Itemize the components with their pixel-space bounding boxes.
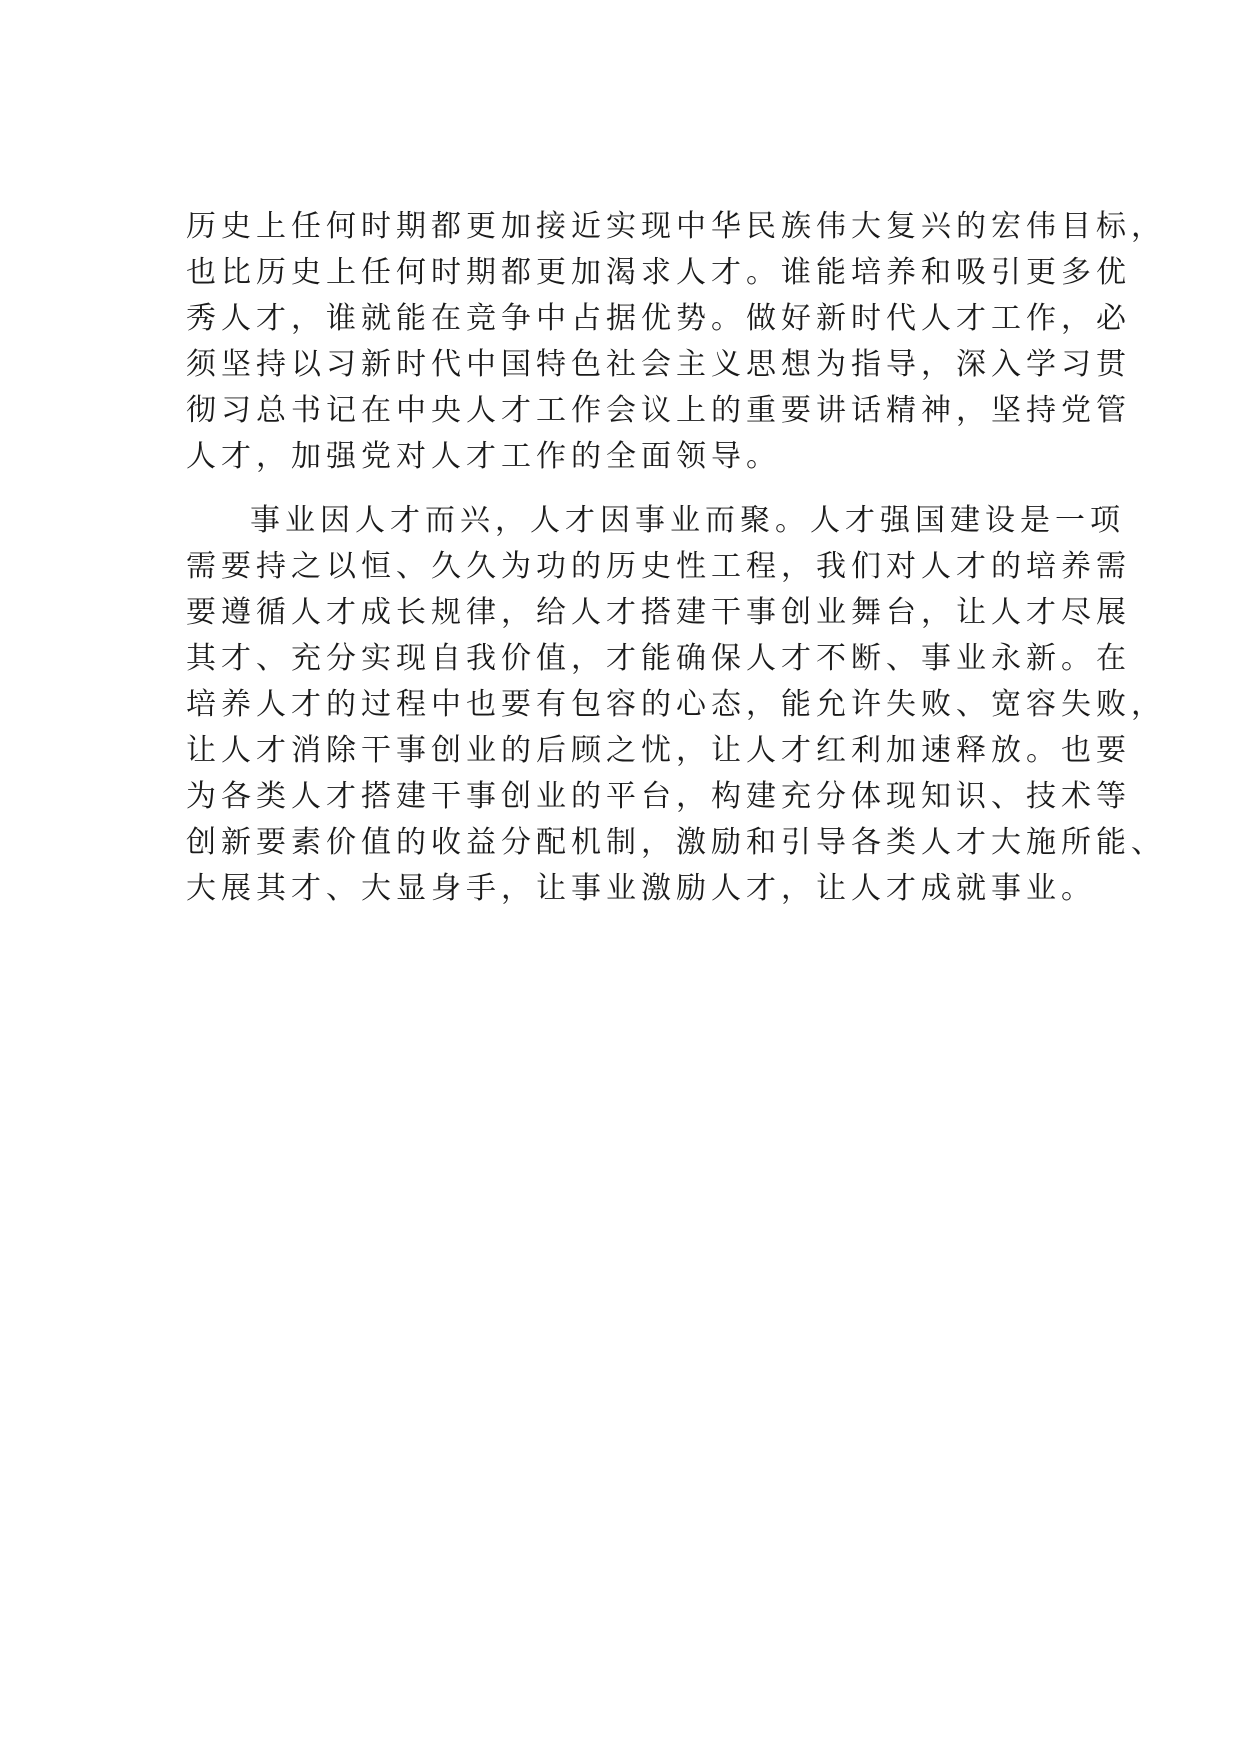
text-line: 需要持之以恒、久久为功的历史性工程，我们对人才的培养需 — [186, 549, 1131, 584]
text-line: 历史上任何时期都更加接近实现中华民族伟大复兴的宏伟目标， — [186, 209, 1166, 244]
text-line: 秀人才，谁就能在竞争中占据优势。做好新时代人才工作，必 — [186, 301, 1131, 336]
text-line: 彻习总书记在中央人才工作会议上的重要讲话精神，坚持党管 — [186, 393, 1131, 428]
text-line: 为各类人才搭建干事创业的平台，构建充分体现知识、技术等 — [186, 779, 1131, 814]
paragraph-2 — [186, 498, 1166, 912]
paragraph-1 — [186, 204, 1166, 480]
text-line: 培养人才的过程中也要有包容的心态，能允许失败、宽容失败， — [186, 687, 1166, 722]
text-line: 须坚持以习新时代中国特色社会主义思想为指导，深入学习贯 — [186, 347, 1131, 382]
text-line: 也比历史上任何时期都更加渴求人才。谁能培养和吸引更多优 — [186, 255, 1131, 290]
text-line: 让人才消除干事创业的后顾之忧，让人才红利加速释放。也要 — [186, 733, 1131, 768]
text-line: 创新要素价值的收益分配机制，激励和引导各类人才大施所能、 — [186, 825, 1166, 860]
text-line-first: 事业因人才而兴，人才因事业而聚。人才强国建设是一项 — [250, 503, 1125, 538]
document-body — [186, 204, 1166, 912]
text-line: 大展其才、大显身手，让事业激励人才，让人才成就事业。 — [186, 871, 1096, 906]
text-line: 人才，加强党对人才工作的全面领导。 — [186, 439, 781, 474]
text-line: 其才、充分实现自我价值，才能确保人才不断、事业永新。在 — [186, 641, 1131, 676]
text-line: 要遵循人才成长规律，给人才搭建干事创业舞台，让人才尽展 — [186, 595, 1131, 630]
